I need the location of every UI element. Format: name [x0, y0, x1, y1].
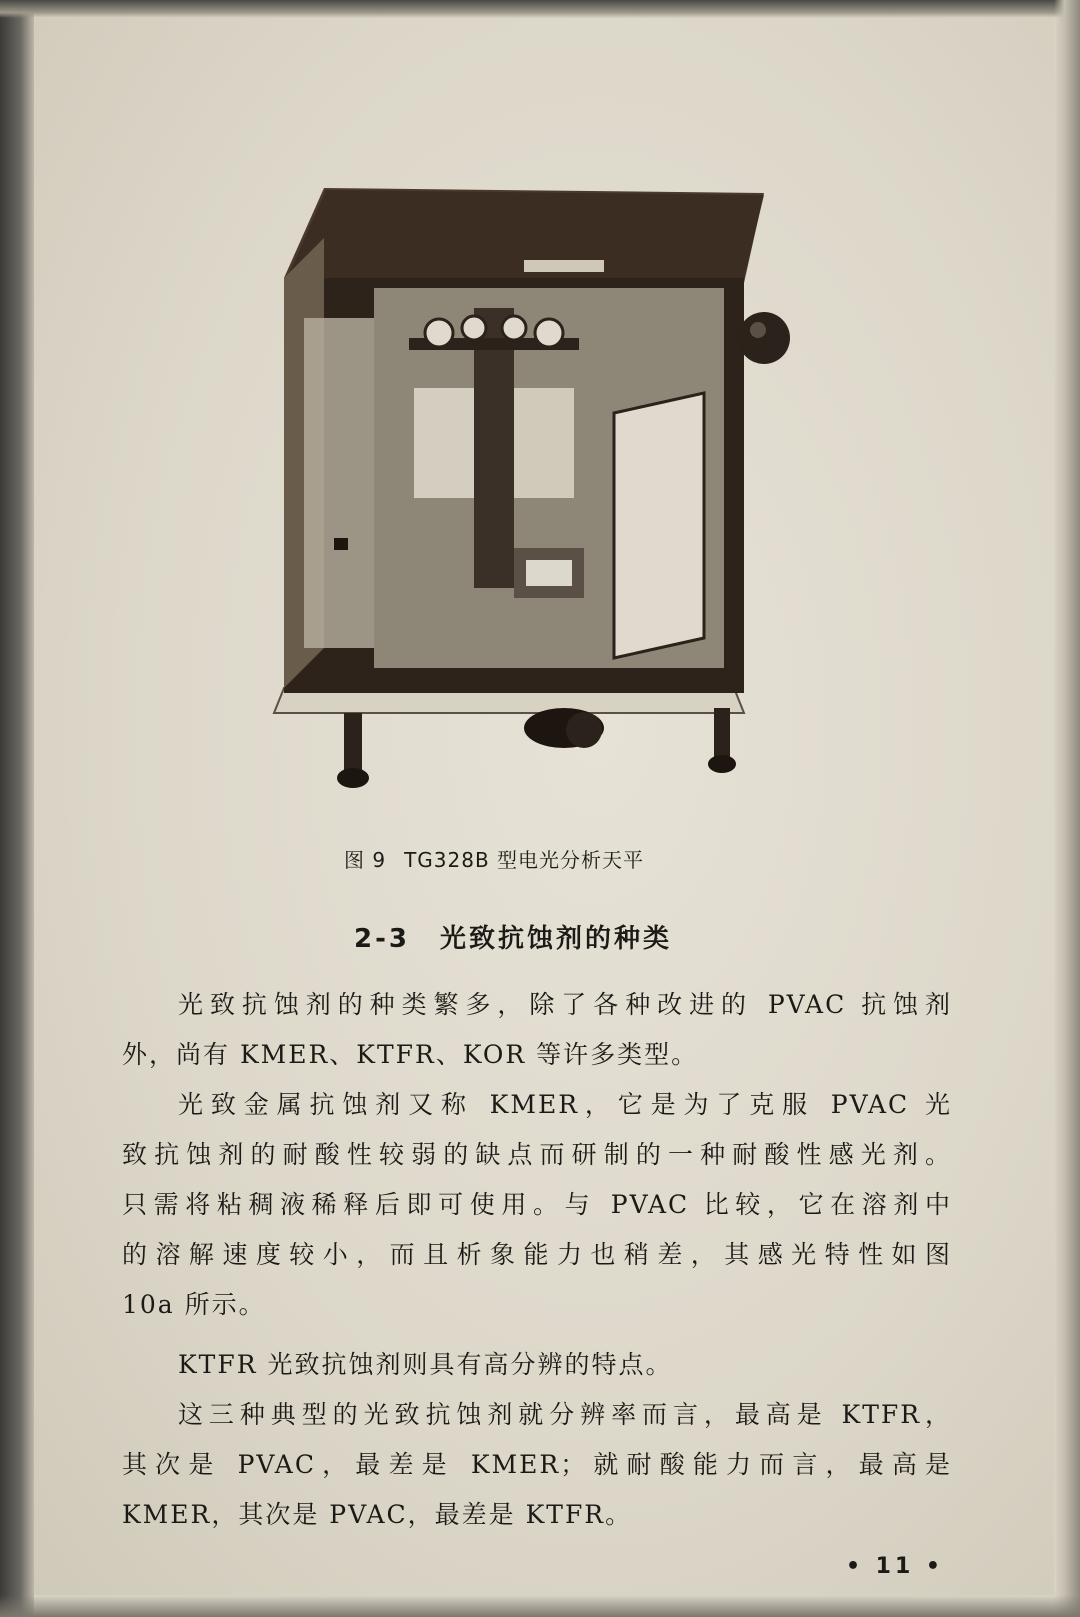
text-line: 10a 所示。 — [122, 1290, 266, 1319]
figure-label: 图 9 — [344, 848, 387, 872]
text-line: 这三种典型的光致抗蚀剂就分辨率而言，最高是 KTFR， — [178, 1400, 952, 1429]
text-line: 其次是 PVAC，最差是 KMER；就耐酸能力而言，最高是 — [122, 1450, 952, 1479]
scan-edge-left — [0, 0, 34, 1617]
text-line: 外，尚有 KMER、KTFR、KOR 等许多类型。 — [122, 1040, 699, 1069]
page-number: • 11 • — [845, 1554, 944, 1579]
text-line: 只需将粘稠液稀释后即可使用。与 PVAC 比较，它在溶剂中 — [122, 1190, 952, 1219]
text-line: 的溶解速度较小，而且析象能力也稍差，其感光特性如图 — [122, 1240, 952, 1269]
text-line: KTFR 光致抗蚀剂则具有高分辨的特点。 — [178, 1350, 673, 1379]
analytical-balance-image — [264, 168, 824, 848]
text-line: 致抗蚀剂的耐酸性较弱的缺点而研制的一种耐酸性感光剂。 — [122, 1140, 952, 1169]
text-line: KMER，其次是 PVAC，最差是 KTFR。 — [122, 1500, 633, 1529]
scan-edge-top — [0, 0, 1080, 18]
section-heading — [354, 918, 672, 955]
figure-balance-photo — [264, 168, 824, 848]
scan-edge-right — [1054, 0, 1080, 1617]
body-text — [122, 980, 952, 1540]
text-line: 光致抗蚀剂的种类繁多，除了各种改进的 PVAC 抗蚀剂 — [178, 990, 952, 1019]
text-line: 光致金属抗蚀剂又称 KMER，它是为了克服 PVAC 光 — [178, 1090, 952, 1119]
scan-edge-bottom — [0, 1595, 1080, 1617]
figure-title: TG328B 型电光分析天平 — [404, 848, 645, 872]
book-page — [34, 18, 1054, 1595]
section-number: 2-3 — [354, 924, 410, 954]
section-title: 光致抗蚀剂的种类 — [439, 924, 672, 954]
figure-caption — [344, 844, 764, 873]
